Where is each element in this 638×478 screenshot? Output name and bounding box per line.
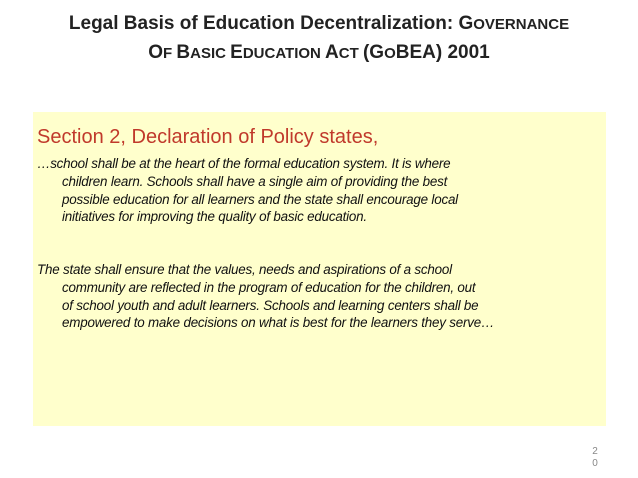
title-text: BEA) 2001 (395, 42, 490, 63)
title-text: CT (338, 45, 363, 62)
paragraph-line: possible education for all learners and the state shall encourage local (62, 191, 458, 207)
title-text: O (148, 42, 164, 63)
title-text: A (325, 42, 339, 63)
paragraph-line: …school shall be at the heart of the formal education system. It is where (37, 156, 451, 171)
section-heading: Section 2, Declaration of Policy states, (37, 126, 379, 148)
page-number (589, 446, 601, 470)
title-text: F (163, 45, 177, 62)
paragraph-line: community are reflected in the program of education for the children, out (62, 279, 476, 295)
title-text: Legal Basis of Education Decentralization: (68, 13, 459, 34)
title-text: G (458, 13, 474, 34)
page-number-digit: 2 (592, 446, 598, 457)
title-text: B (176, 42, 191, 63)
title-text: E (230, 42, 243, 63)
paragraph-line: initiatives for improving the quality of basic education. (62, 209, 367, 225)
paragraph-line: of school youth and adult learners. Schools and learning centers shall be (62, 297, 479, 313)
paragraph-line: empowered to make decisions on what is best for the learners they serve… (62, 315, 495, 331)
page-number-digit: 0 (592, 458, 598, 469)
slide-title (0, 10, 638, 68)
slide-title-line-2 (0, 39, 638, 68)
title-text: (G (362, 42, 385, 63)
slide-title-line-1 (0, 10, 638, 39)
title-text: O (384, 45, 396, 62)
paragraph-line: The state shall ensure that the values, needs and aspirations of a school (37, 262, 452, 277)
policy-paragraph-2 (37, 261, 597, 332)
paragraph-line: children learn. Schools shall have a single aim of providing the best (62, 173, 448, 189)
policy-paragraph-1 (37, 155, 597, 226)
title-text: ASIC (190, 45, 231, 62)
title-text: DUCATION (242, 45, 326, 62)
title-text: OVERNANCE (473, 16, 570, 33)
